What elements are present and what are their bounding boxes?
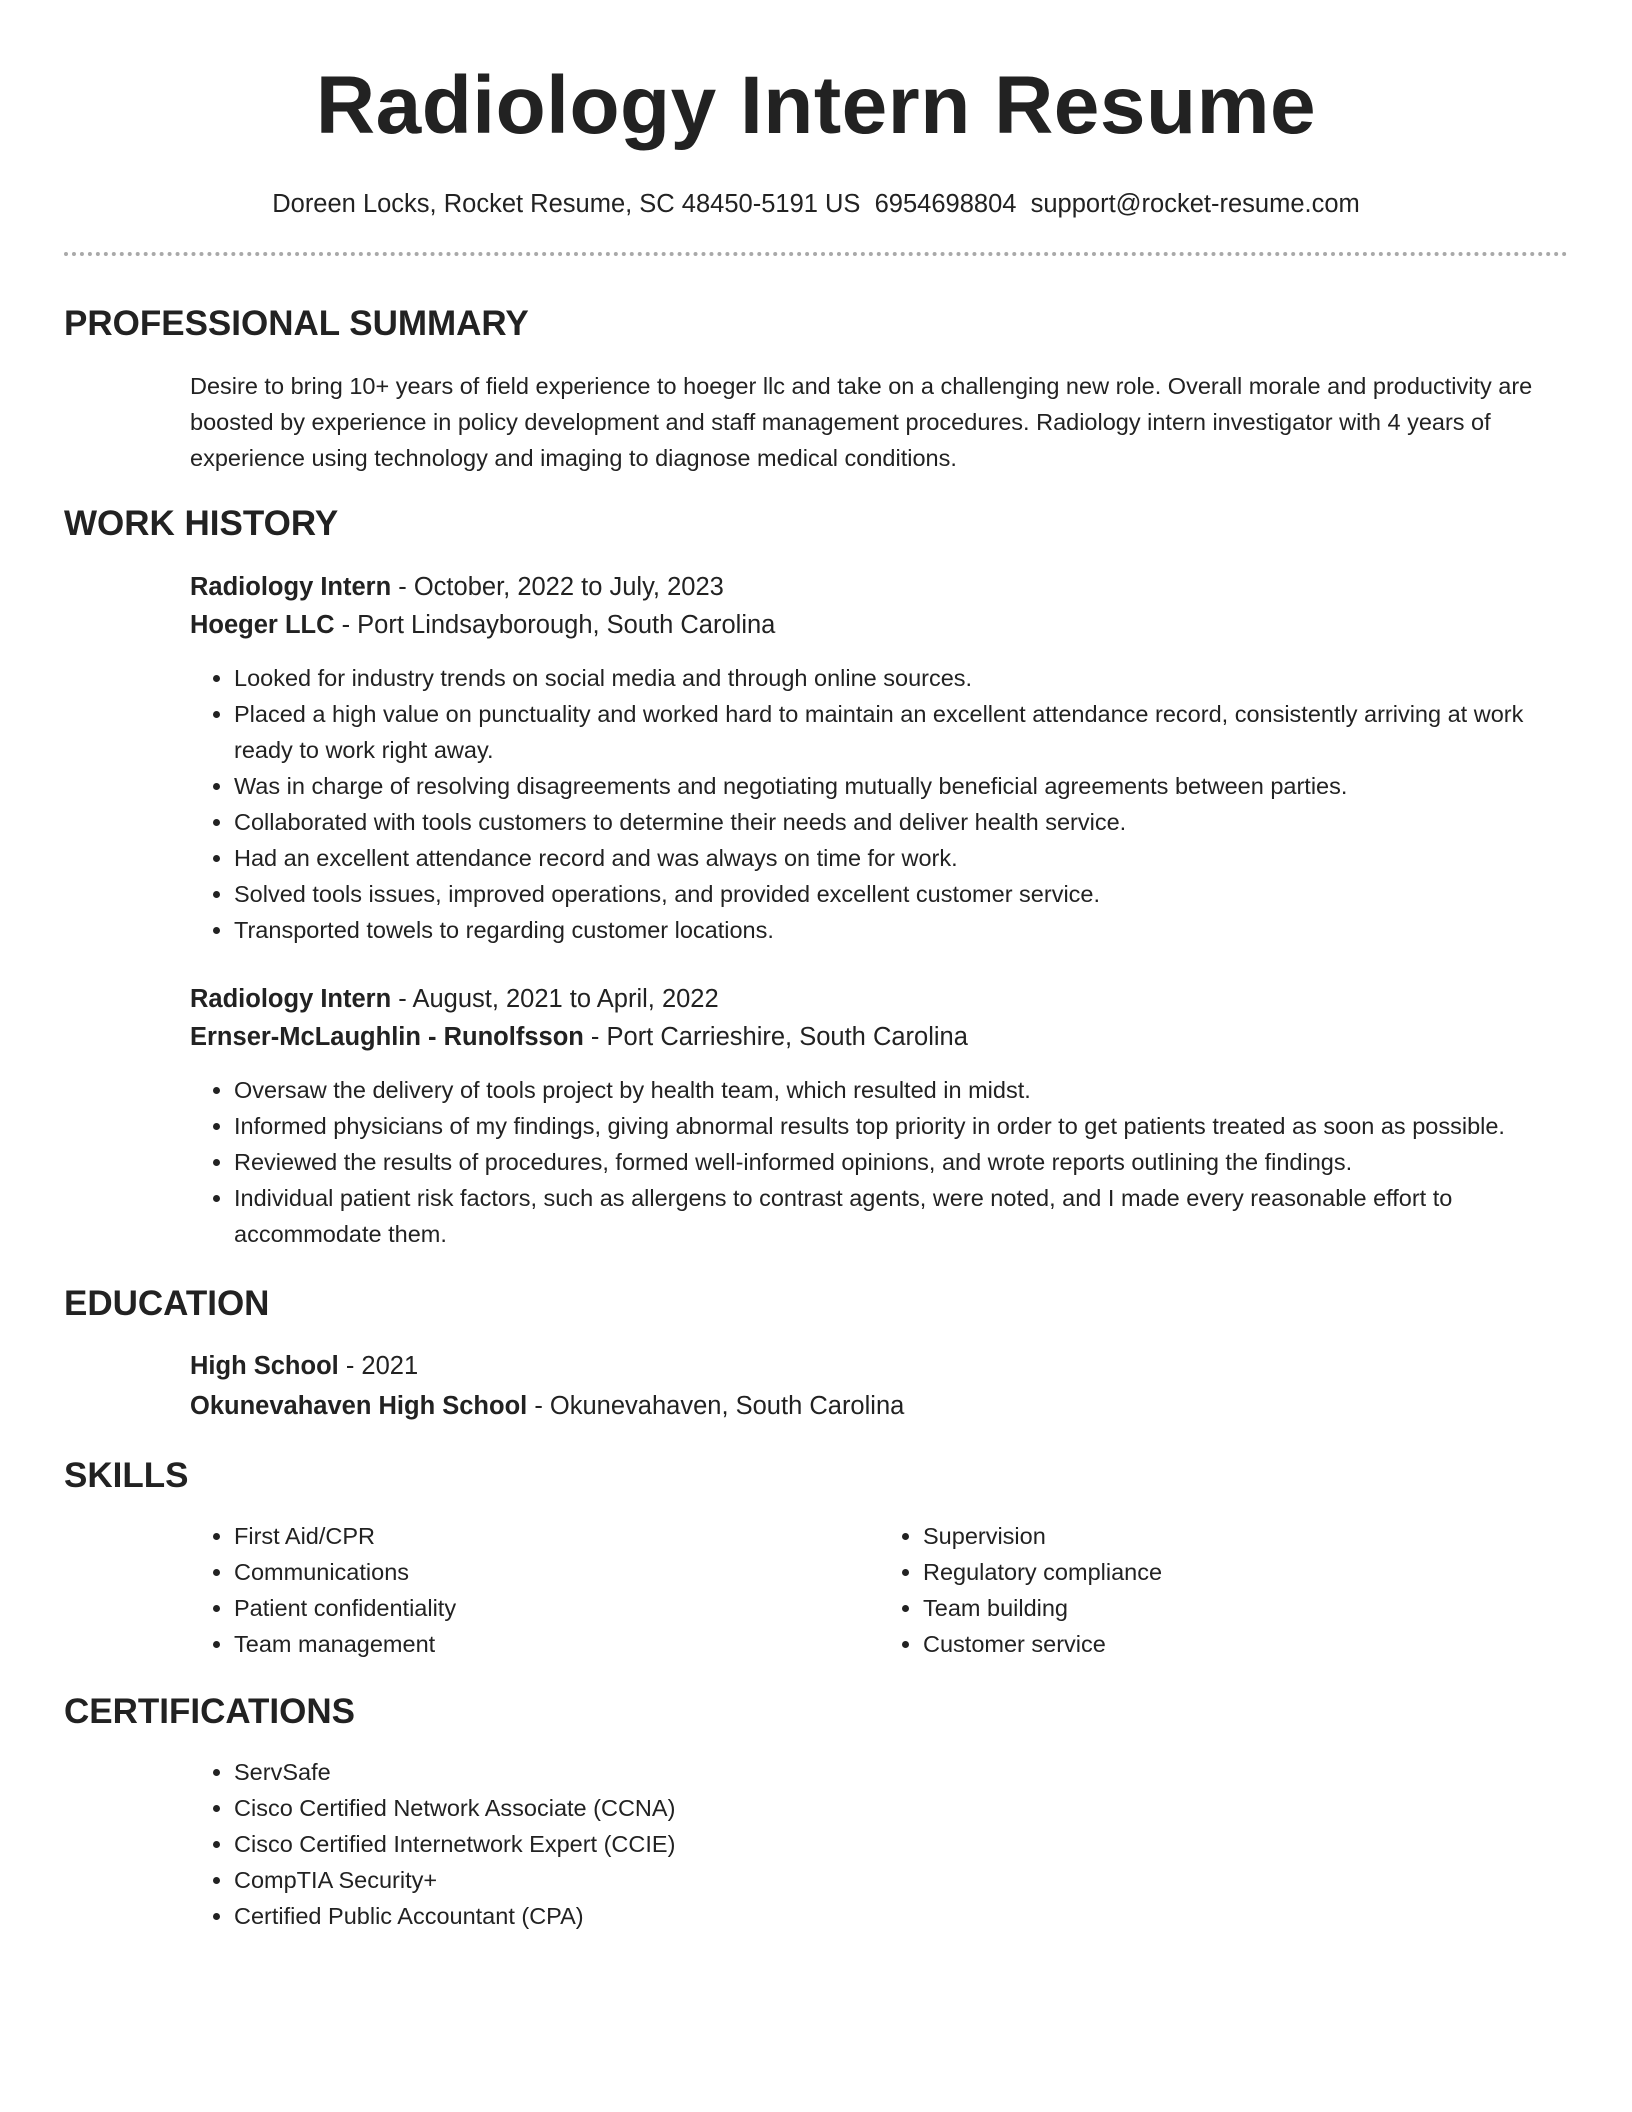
- contact-email: support@rocket-resume.com: [1030, 190, 1360, 218]
- job-entry: [190, 980, 1568, 1252]
- list-item: • Individual patient risk factors, such as allergens to contrast agents, were noted, and I made every reasonable effort to accommodate them.: [234, 1180, 1568, 1252]
- education-degree-line: [190, 1346, 1568, 1386]
- job-dates: - August, 2021 to April, 2022: [391, 985, 719, 1013]
- education-year: - 2021: [338, 1352, 419, 1380]
- list-item: • Had an excellent attendance record and was always on time for work.: [234, 840, 1568, 876]
- job-bullet-list: [190, 1072, 1568, 1252]
- job-title-line: [190, 568, 1568, 606]
- job-company: Hoeger LLC: [190, 611, 335, 639]
- list-item: • Team management: [234, 1626, 879, 1662]
- education-location: - Okunevahaven, South Carolina: [527, 1392, 905, 1420]
- list-item: • CompTIA Security+: [234, 1862, 1568, 1898]
- job-title: Radiology Intern: [190, 573, 392, 601]
- education-school: Okunevahaven High School: [190, 1392, 528, 1420]
- header-divider: [64, 252, 1568, 256]
- job-company-line: [190, 606, 1568, 644]
- list-item: • Certified Public Accountant (CPA): [234, 1898, 1568, 1934]
- skills-grid: [190, 1518, 1568, 1662]
- education-heading: EDUCATION: [64, 1284, 270, 1323]
- list-item: • Solved tools issues, improved operations, and provided excellent customer service.: [234, 876, 1568, 912]
- skills-list-left: [190, 1518, 879, 1662]
- education-school-line: [190, 1386, 1568, 1426]
- job-location: - Port Lindsayborough, South Carolina: [334, 611, 776, 639]
- list-item: • Communications: [234, 1554, 879, 1590]
- job-company: Ernser-McLaughlin - Runolfsson: [190, 1023, 584, 1051]
- skills-heading: SKILLS: [64, 1456, 189, 1495]
- list-item: • Cisco Certified Network Associate (CCNA): [234, 1790, 1568, 1826]
- certifications-list: [190, 1754, 1568, 1934]
- list-item: • Informed physicians of my findings, giving abnormal results top priority in order to get patients treated as soon as possible.: [234, 1108, 1568, 1144]
- list-item: • Oversaw the delivery of tools project by health team, which resulted in midst.: [234, 1072, 1568, 1108]
- job-title-line: [190, 980, 1568, 1018]
- contact-phone: 6954698804: [874, 190, 1017, 218]
- certifications-heading: CERTIFICATIONS: [64, 1692, 356, 1731]
- summary-text: Desire to bring 10+ years of field experience to hoeger llc and take on a challenging new role. Overall morale and productivity are boosted by experience in policy development and staff management procedures. Radiology intern investigator with 4 years of experience using technology and imaging to diagnose medical conditions.: [190, 373, 1533, 471]
- list-item: • Customer service: [923, 1626, 1568, 1662]
- list-item: • Placed a high value on punctuality and worked hard to maintain an excellent attendance record, consistently arriving at work ready to work right away.: [234, 696, 1568, 768]
- job-dates: - October, 2022 to July, 2023: [391, 573, 724, 601]
- job-entry: [190, 568, 1568, 948]
- job-company-line: [190, 1018, 1568, 1056]
- list-item: • Collaborated with tools customers to determine their needs and deliver health service.: [234, 804, 1568, 840]
- summary-heading: PROFESSIONAL SUMMARY: [64, 304, 529, 343]
- page-title: Radiology Intern Resume: [315, 60, 1317, 151]
- list-item: • Regulatory compliance: [923, 1554, 1568, 1590]
- list-item: • Team building: [923, 1590, 1568, 1626]
- list-item: • ServSafe: [234, 1754, 1568, 1790]
- education-entry: [190, 1346, 1568, 1426]
- list-item: • Patient confidentiality: [234, 1590, 879, 1626]
- list-item: • Looked for industry trends on social media and through online sources.: [234, 660, 1568, 696]
- list-item: • Cisco Certified Internetwork Expert (CCIE): [234, 1826, 1568, 1862]
- list-item: • Transported towels to regarding customer locations.: [234, 912, 1568, 948]
- list-item: • Was in charge of resolving disagreements and negotiating mutually beneficial agreements between parties.: [234, 768, 1568, 804]
- contact-line: [64, 186, 1568, 222]
- list-item: • First Aid/CPR: [234, 1518, 879, 1554]
- education-degree: High School: [190, 1352, 339, 1380]
- skills-list-right: [879, 1518, 1568, 1662]
- job-title: Radiology Intern: [190, 985, 392, 1013]
- work-history-heading: WORK HISTORY: [64, 504, 339, 543]
- job-bullet-list: [190, 660, 1568, 948]
- list-item: • Supervision: [923, 1518, 1568, 1554]
- list-item: • Reviewed the results of procedures, formed well-informed opinions, and wrote reports outlining the findings.: [234, 1144, 1568, 1180]
- contact-address: Doreen Locks, Rocket Resume, SC 48450-5191 US: [272, 190, 861, 218]
- job-location: - Port Carrieshire, South Carolina: [583, 1023, 968, 1051]
- certifications-entry: [190, 1754, 1568, 1934]
